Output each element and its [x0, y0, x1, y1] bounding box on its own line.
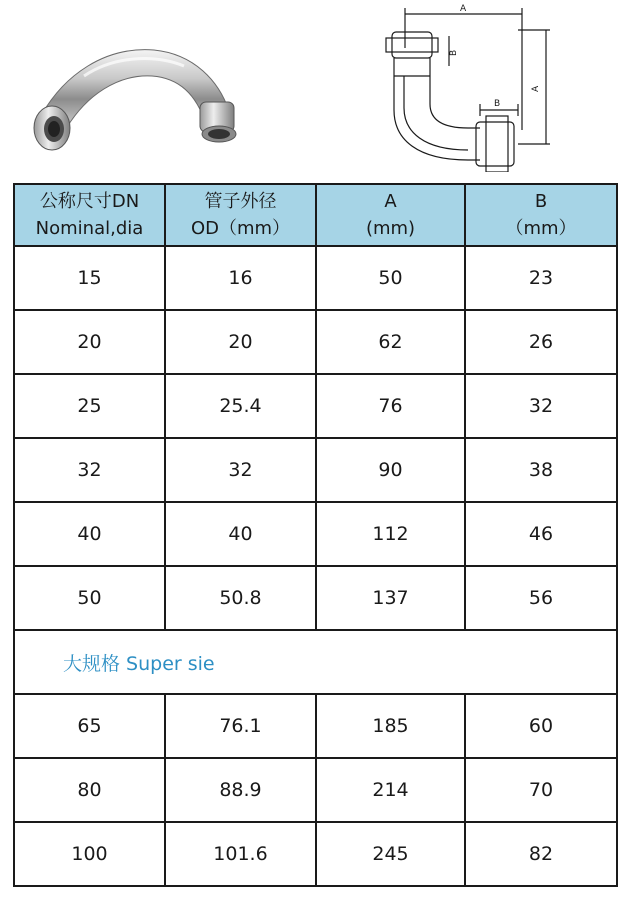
- cell-dn: 80: [14, 758, 165, 822]
- cell-od: 32: [165, 438, 316, 502]
- dimension-label-a-top: A: [460, 4, 467, 14]
- cell-od: 76.1: [165, 694, 316, 758]
- cell-od: 25.4: [165, 374, 316, 438]
- table-row: [14, 374, 617, 438]
- cell-b: 46: [465, 502, 617, 566]
- table-row: [14, 438, 617, 502]
- table-row: [14, 502, 617, 566]
- header-dimension-b: B （mm）: [465, 184, 617, 246]
- cell-dn: 50: [14, 566, 165, 630]
- cell-b: 23: [465, 246, 617, 310]
- cell-dn: 20: [14, 310, 165, 374]
- dimension-label-b-bottom: B: [494, 99, 501, 109]
- table-header-row: [14, 184, 617, 246]
- cell-a: 245: [316, 822, 465, 886]
- header-dimension-a: A (mm): [316, 184, 465, 246]
- cell-a: 76: [316, 374, 465, 438]
- header-nominal-diameter: 公称尺寸DN Nominal,dia: [14, 184, 165, 246]
- cell-od: 88.9: [165, 758, 316, 822]
- table-row: [14, 310, 617, 374]
- cell-dn: 32: [14, 438, 165, 502]
- section-row-large-sizes: [14, 630, 617, 694]
- cell-dn: 25: [14, 374, 165, 438]
- cell-od: 40: [165, 502, 316, 566]
- cell-b: 70: [465, 758, 617, 822]
- cell-od: 20: [165, 310, 316, 374]
- cell-b: 56: [465, 566, 617, 630]
- cell-b: 38: [465, 438, 617, 502]
- dimension-table: [13, 183, 618, 887]
- cell-b: 60: [465, 694, 617, 758]
- cell-dn: 40: [14, 502, 165, 566]
- product-illustration: [0, 0, 629, 182]
- table-row: [14, 758, 617, 822]
- cell-od: 50.8: [165, 566, 316, 630]
- dimension-label-a-side: A: [531, 85, 541, 92]
- cell-b: 26: [465, 310, 617, 374]
- elbow-photo: [24, 36, 246, 154]
- cell-a: 90: [316, 438, 465, 502]
- cell-a: 214: [316, 758, 465, 822]
- cell-od: 16: [165, 246, 316, 310]
- header-outer-diameter: 管子外径 OD（mm）: [165, 184, 316, 246]
- cell-b: 32: [465, 374, 617, 438]
- cell-a: 50: [316, 246, 465, 310]
- cell-od: 101.6: [165, 822, 316, 886]
- cell-a: 62: [316, 310, 465, 374]
- cell-a: 185: [316, 694, 465, 758]
- table-row: [14, 822, 617, 886]
- cell-b: 82: [465, 822, 617, 886]
- cell-a: 112: [316, 502, 465, 566]
- cell-a: 137: [316, 566, 465, 630]
- cell-dn: 15: [14, 246, 165, 310]
- dimension-label-b-top: B: [449, 49, 459, 56]
- cell-dn: 100: [14, 822, 165, 886]
- cell-dn: 65: [14, 694, 165, 758]
- table-row: [14, 694, 617, 758]
- section-label-large-sizes: 大规格 Super sie: [14, 630, 617, 694]
- table-row: [14, 246, 617, 310]
- table-row: [14, 566, 617, 630]
- elbow-dimension-drawing: [368, 0, 554, 172]
